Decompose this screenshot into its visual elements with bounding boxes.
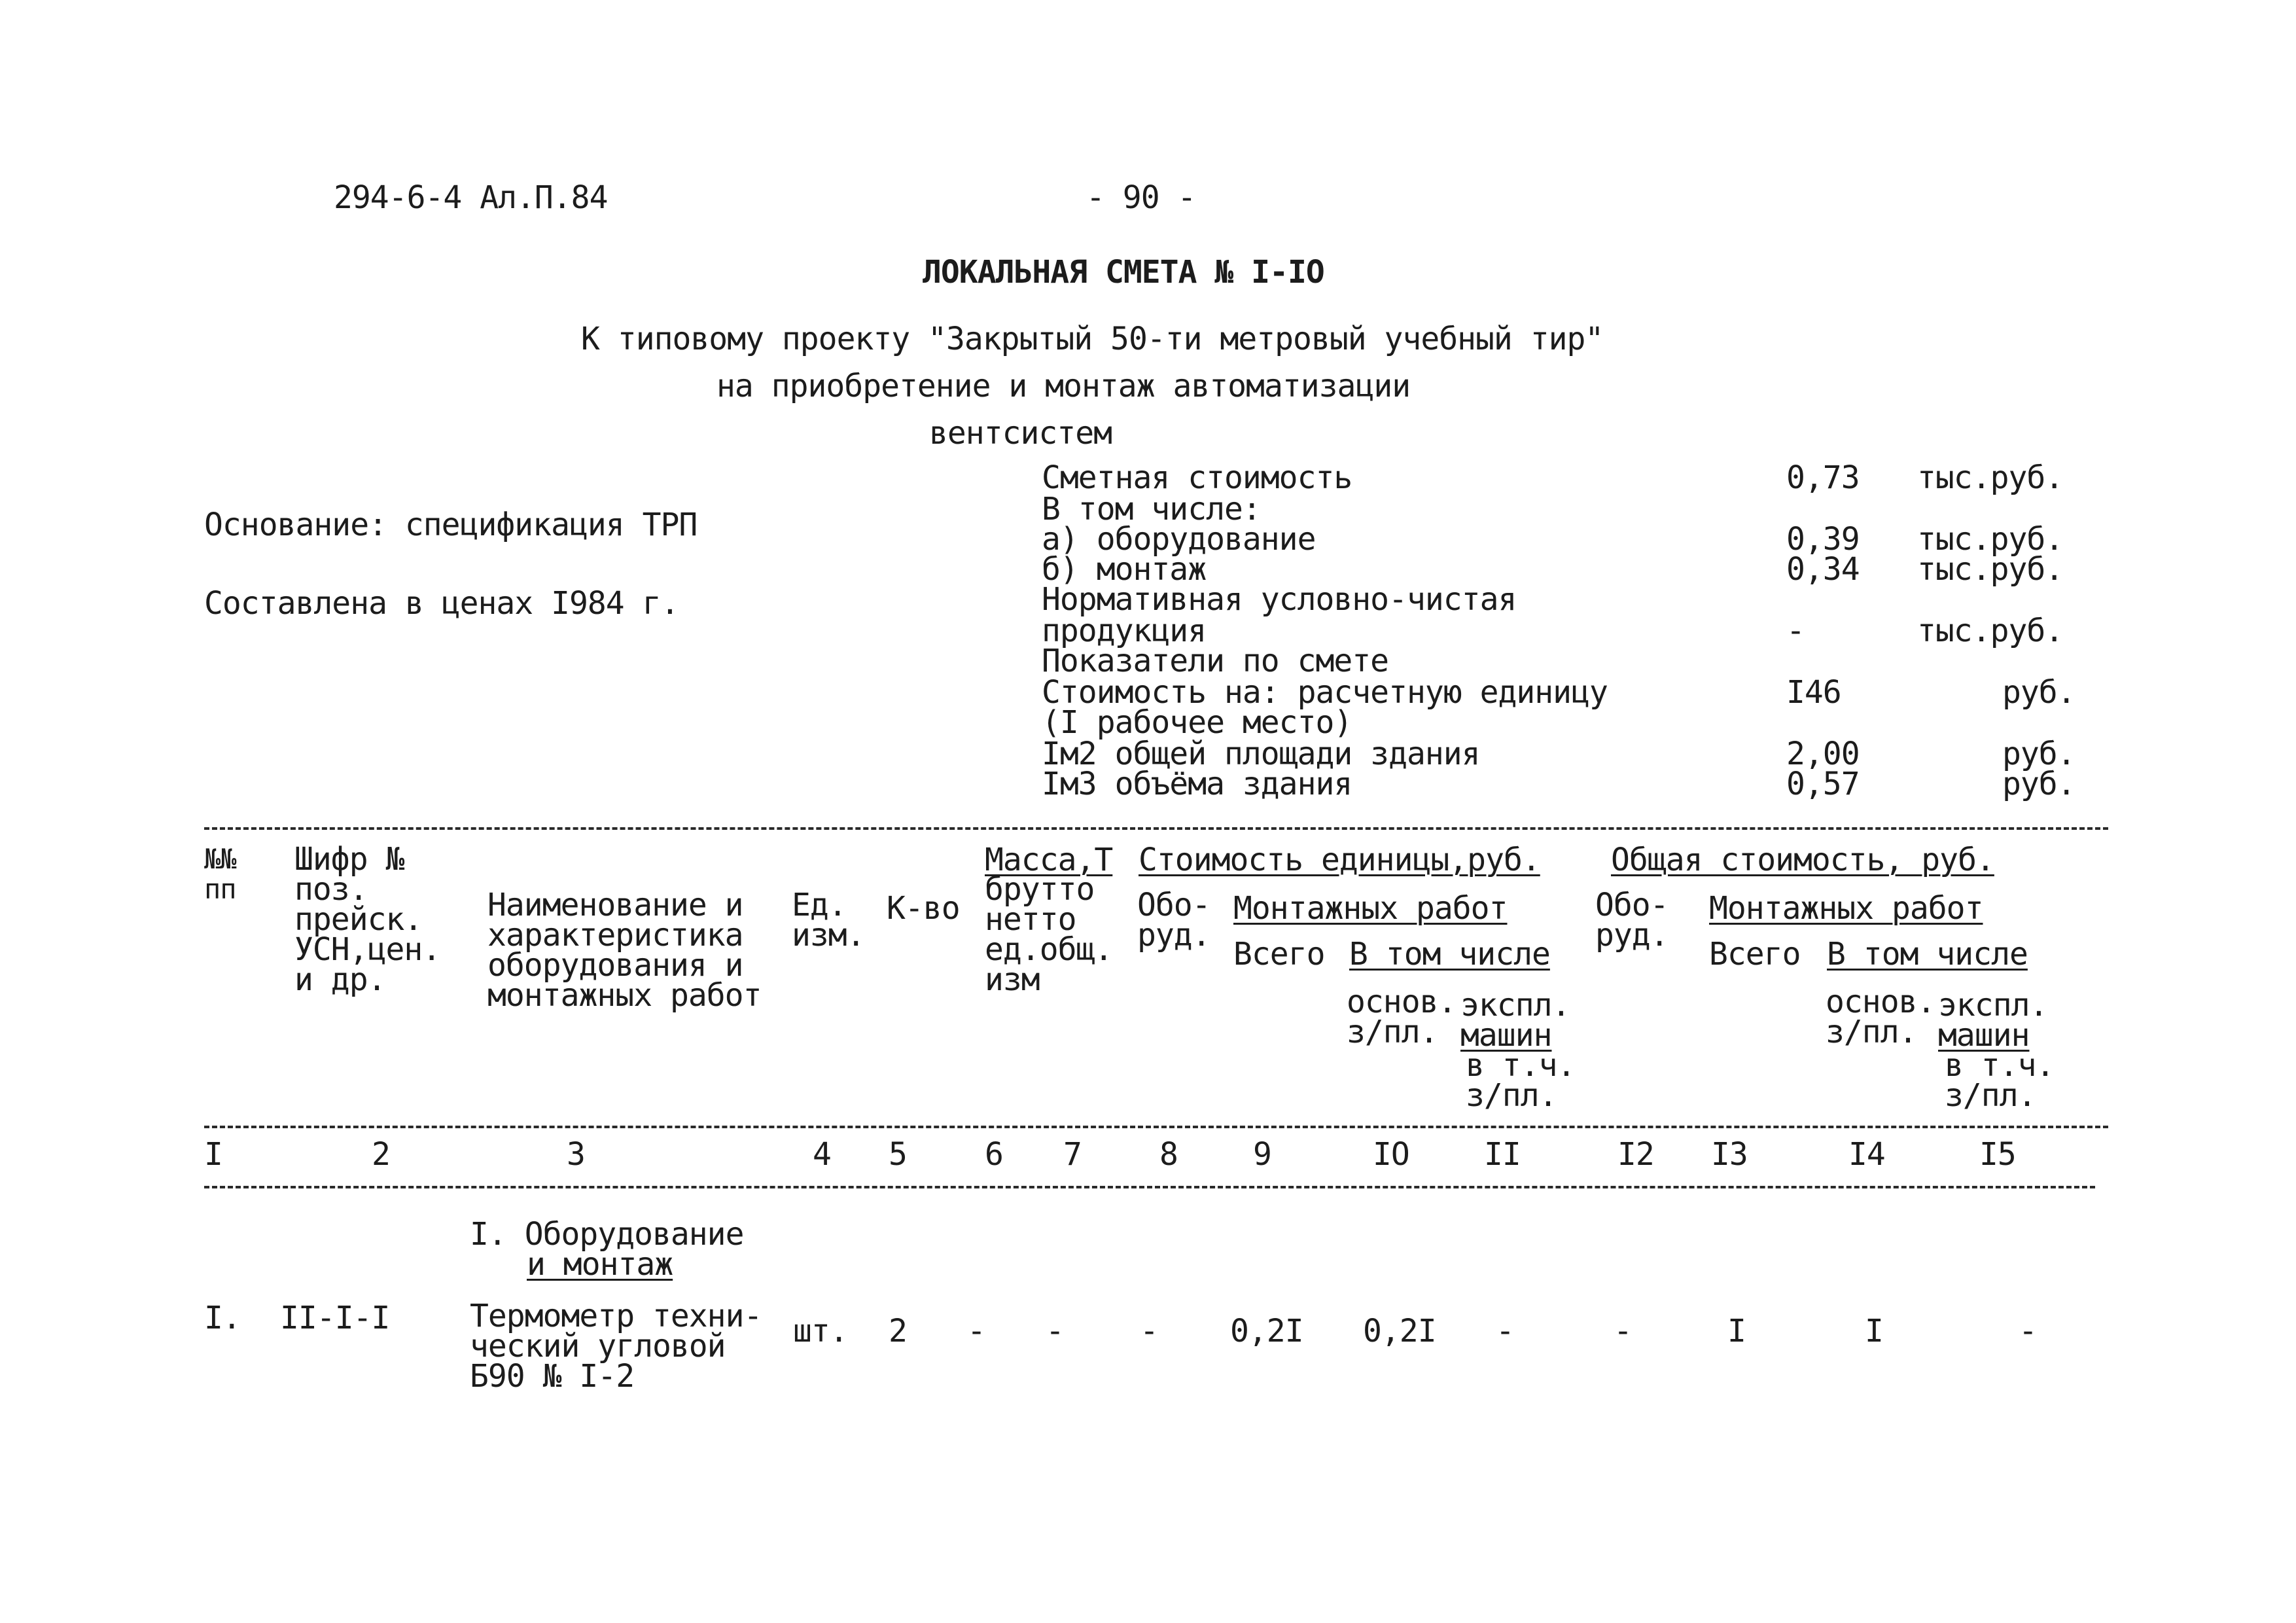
column-number: I4	[1848, 1136, 1885, 1173]
column-number: I	[204, 1136, 222, 1173]
table-header-rule	[204, 1126, 2108, 1128]
summary-label: продукция	[1042, 613, 1207, 649]
row-machines: -	[1496, 1313, 1514, 1349]
summary-unit: тыс.руб.	[1917, 551, 2064, 588]
row-code: II-I-I	[280, 1300, 390, 1336]
summary-label: Сметная стоимость	[1042, 459, 1352, 496]
header-code: Шифр № поз. прейск. УСН,цен. и др.	[294, 841, 441, 998]
column-number: II	[1484, 1136, 1521, 1173]
header-equipment-total: Обо- руд.	[1595, 887, 1669, 954]
summary-label: Стоимость на: расчетную единицу	[1042, 674, 1608, 711]
summary-label: (I рабочее место)	[1042, 704, 1352, 741]
header-basic-wage: основ. з/пл.	[1347, 984, 1457, 1050]
row-name: Термометр техни- ческий угловой Б90 № I-2	[470, 1298, 762, 1395]
document-code: 294-6-4 Ал.П.84	[334, 179, 608, 216]
column-number: 5	[889, 1136, 907, 1173]
table-body-rule	[204, 1186, 2095, 1188]
row-mass-net: -	[1046, 1313, 1064, 1349]
basis-prices: Составлена в ценах I984 г.	[204, 585, 679, 622]
summary-value: -	[1786, 613, 1805, 649]
header-unit-cost-group: Стоимость единицы,руб.	[1139, 842, 1540, 878]
row-install-total-sum: I	[1727, 1313, 1746, 1349]
summary-unit: руб.	[2002, 736, 2075, 772]
header-machines-label: машин	[1460, 1017, 1552, 1054]
header-including: В том числе	[1349, 936, 1550, 972]
summary-label: а) оборудование	[1042, 521, 1316, 558]
row-basic-wage: 0,2I	[1363, 1313, 1436, 1349]
column-number: 7	[1063, 1136, 1082, 1173]
column-number: 8	[1159, 1136, 1178, 1173]
title-line-1: К типовому проекту "Закрытый 50-ти метровый учебный тир"	[581, 321, 1604, 357]
header-incl-wage-total: в т.ч.	[1945, 1047, 2055, 1084]
summary-unit: тыс.руб.	[1917, 459, 2064, 496]
row-unit: шт.	[793, 1313, 848, 1349]
row-number: I.	[204, 1300, 241, 1336]
header-equipment: Обо- руд.	[1137, 887, 1210, 954]
header-mass-group: Масса,Т	[985, 842, 1113, 878]
summary-value: 0,39	[1786, 521, 1860, 558]
header-install-works: Монтажных работ	[1233, 890, 1508, 927]
row-install-total: 0,2I	[1230, 1313, 1303, 1349]
summary-label: б) монтаж	[1042, 551, 1207, 588]
summary-label: В том числе:	[1042, 491, 1261, 527]
summary-label: Iм2 общей площади здания	[1042, 736, 1480, 772]
row-equipment-total: -	[1614, 1313, 1632, 1349]
header-unit: Ед. изм.	[792, 887, 865, 954]
header-including-total: В том числе	[1827, 936, 2028, 972]
summary-unit: тыс.руб.	[1917, 521, 2064, 558]
table-top-rule	[204, 827, 2108, 830]
header-wage-total: з/пл.	[1945, 1077, 2036, 1114]
summary-value: 2,00	[1786, 736, 1860, 772]
row-equipment-cost: -	[1140, 1313, 1158, 1349]
column-number: 6	[985, 1136, 1003, 1173]
summary-value: 0,73	[1786, 459, 1860, 496]
summary-value: 0,34	[1786, 551, 1860, 588]
column-number: 3	[567, 1136, 585, 1173]
summary-unit: руб.	[2002, 674, 2075, 711]
summary-value: 0,57	[1786, 766, 1860, 802]
row-machines-total: -	[2019, 1313, 2037, 1349]
header-quantity: К-во	[887, 890, 960, 927]
section-title: I. Оборудование	[470, 1216, 744, 1253]
summary-unit: тыс.руб.	[1917, 613, 2064, 649]
header-mass-sub: брутто нетто ед.общ. изм	[985, 871, 1113, 998]
summary-label: Iм3 объёма здания	[1042, 766, 1352, 802]
column-number: 9	[1253, 1136, 1271, 1173]
header-total-sum: Всего	[1709, 936, 1801, 972]
title-line-2: на приобретение и монтаж автоматизации	[716, 368, 1411, 404]
column-number: I5	[1979, 1136, 2016, 1173]
title-line-3: вентсистем	[929, 415, 1112, 452]
summary-label: Нормативная условно-чистая	[1042, 581, 1517, 618]
header-total: Всего	[1233, 936, 1325, 972]
column-number: I2	[1617, 1136, 1654, 1173]
header-incl-wage: в т.ч.	[1466, 1047, 1576, 1084]
page-number: - 90 -	[1086, 179, 1196, 216]
document-title: ЛОКАЛЬНАЯ СМЕТА № I-IO	[923, 254, 1324, 291]
summary-unit: руб.	[2002, 766, 2075, 802]
header-total-cost-group: Общая стоимость, руб.	[1611, 842, 1994, 878]
header-row-number: №№ пп	[204, 843, 236, 905]
row-mass-gross: -	[967, 1313, 985, 1349]
row-basic-wage-total: I	[1865, 1313, 1883, 1349]
header-wage: з/пл.	[1466, 1077, 1557, 1114]
column-number: IO	[1373, 1136, 1409, 1173]
summary-value: I46	[1786, 674, 1841, 711]
basis-foundation: Основание: спецификация ТРП	[204, 507, 698, 543]
header-basic-wage-total: основ. з/пл.	[1826, 984, 1935, 1050]
header-name: Наименование и характеристика оборудования и монтажных работ	[487, 887, 762, 1014]
summary-label: Показатели по смете	[1042, 643, 1389, 679]
row-quantity: 2	[889, 1313, 907, 1349]
column-number: 4	[813, 1136, 831, 1173]
header-machines-total: экспл.	[1938, 987, 2048, 1024]
column-number: 2	[372, 1136, 390, 1173]
section-subtitle: и монтаж	[527, 1246, 673, 1283]
header-install-works-total: Монтажных работ	[1709, 890, 1983, 927]
header-machines: экспл.	[1460, 987, 1570, 1024]
column-number: I3	[1711, 1136, 1748, 1173]
header-machines-label-total: машин	[1938, 1017, 2030, 1054]
